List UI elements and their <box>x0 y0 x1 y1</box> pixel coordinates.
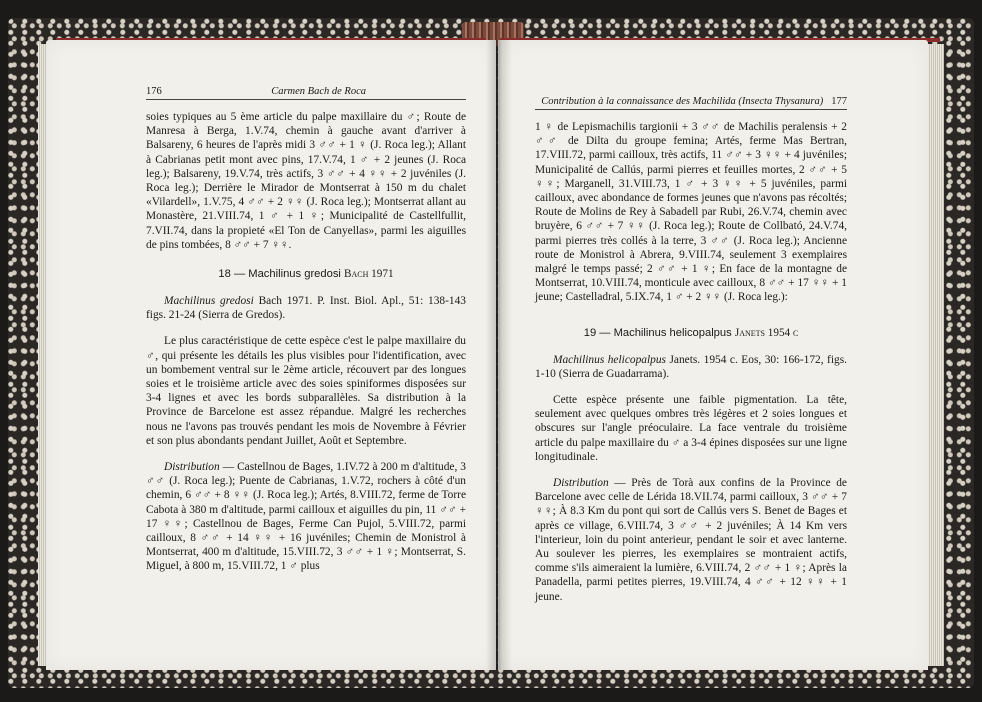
right-running-head <box>535 96 847 110</box>
species-heading-number: 18 — Machilinus gredosi <box>218 268 341 281</box>
right-page-content <box>535 96 847 604</box>
distribution-text: — Castellnou de Bages, 1.IV.72 à 200 m d'altitude, 3 ♂♂ (J. Roca leg.); Puente de Cabrianas, 1.V.72, rochers à côté d'un chemin, 6 ♂♂ + 8 ♀♀ (J. Roca leg.); Artés, 8.VIII.72, ferme de Torre Cabota à 380 m d'altitude, parmi cailloux et aiguilles du pin, 11 ♂♂ + 17 ♀♀; Castellnou de Bages, Ferme Can Pujol, 5.VIII.72, parmi cailloux, 8 ♂♂ + 14 ♀♀ + 16 juvéniles; Chemin de Monistrol à Montserrat, 400 m d'altitude, 15.VIII.72, 3 ♂♂ + 1 ♀; Montserrat, S. Miguel, à 800 m, 15.VIII.72, 1 ♂ plus <box>146 461 466 573</box>
book-gutter <box>486 40 512 670</box>
distribution-label: Distribution <box>553 477 609 490</box>
distribution-paragraph <box>535 476 847 604</box>
citation <box>146 294 466 322</box>
page-number: 176 <box>146 86 162 97</box>
distribution-text: — Près de Torà aux confins de la Province de Barcelone avec celle de Lérida 18.VII.74, parmi cailloux, 3 ♂♂ + 7 ♀♀; À 8.3 Km du pont qui sort de Callús vers S. Benet de Bages et après ce village, 6.VIII.74, 3 ♂♂ + 2 juvéniles; À 14 Km vers l'interieur, loin du point anterieur, pendant le soir et avec lanterne. Au soulever les pierres, les exemplaires se montraient actifs, comme s'ils aimeraient la lumière, 6.VIII.74, 2 ♂♂ + 1 ♀; Après la Panadella, parmi petites pierres, 19.VIII.74, 4 ♂♂ + 12 ♀♀ + 1 jeune. <box>535 477 847 603</box>
species-heading-author: Janets 1954 c <box>734 326 799 339</box>
species-heading <box>535 327 847 339</box>
paragraph: soies typiques au 5 ème article du palpe maxillaire du ♂; Route de Manresa à Berga, 1.V.74, chemin à gauche avant d'arriver à Balsareny, 6 heures de l'après midi 3 ♂♂ + 1 ♀ (J. Roca leg.); Allant à Cabrianas petit mont avec pins, 17.V.74, 1 ♂ + 2 jeunes (J. Roca leg.); Balsareny, 19.V.74, très actifs, 3 ♂♂ + 4 ♀♀ + 2 juvéniles (J. Roca leg.); Derrière le Mirador de Montserrat à 150 m du chalet «Vilardell», 1.V.75, 4 ♂♂ + 2 ♀♀ (J. Roca leg.); Montserrat allant au Monastère, 21.VIII.74, 1 ♂ + 1 ♀; Municipalité de Castellfullit, 7.VII.74, dans la propieté «El Ton de Canyellas», parmi les aiguilles de pins tombées, 8 ♂♂ + 7 ♀♀. <box>146 111 466 251</box>
citation-rest: Bach 1971. P. Inst. Biol. Apl., 51: 138-143 figs. 21-24 (Sierra de Gredos). <box>146 295 466 322</box>
paragraph: Cette espèce présente une faible pigmentation. La tête, seulement avec quelques ombres très légères et 2 soies longues et obscures sur l'angle préoculaire. La face ventrale du troisième article du palpe maxillaire du ♂ a 3-4 épines disposées sur une ligne longitudinale. <box>535 394 847 463</box>
left-running-head <box>146 86 466 100</box>
citation-name: Machilinus helicopalpus <box>553 353 666 366</box>
citation-rest: Janets. 1954 c. Eos, 30: 166-172, figs. 1-10 (Sierra de Guadarrama). <box>535 353 847 380</box>
citation <box>535 353 847 381</box>
running-title: Contribution à la connaissance des Machilida (Insecta Thysanura) <box>541 96 824 107</box>
distribution-paragraph <box>146 460 466 574</box>
running-title: Carmen Bach de Roca <box>271 86 366 97</box>
page-number: 177 <box>831 96 847 107</box>
paragraph: 1 ♀ de Lepismachilis targionii + 3 ♂♂ de Machilis peralensis + 2 ♂♂ de Dilta du groupe femina; Artés, ferme Mas Bertran, 17.VIII.72, parmi cailloux, très actifs, 11 ♂♂ + 3 ♀♀ + 4 juvéniles; Municipalité de Callús, parmi pierres et feuilles mortes, 2 ♂♂ + 5 ♀♀; Marganell, 31.VIII.73, 1 ♂ + 3 ♀♀ + 5 juvéniles, parmi cailloux, avec abondance de formes jeunes que n'avons pas récoltés; Route de Molins de Rey à Sabadell par Rubi, 26.V.74, chemin avec bruyère, 6 ♂♂ + 7 ♀♀ (J. Roca leg.); Route de Collbató, 24.V.74, parmi pierres très collés à la terre, 3 ♂♂ (J. Roca leg.); Ancienne route de Monistrol à Abrera, 9.VIII.74, seulement 3 exemplaires malgré le temps passé; 2 ♂♂ + 1 ♀; En face de la montagne de Montserrat, 10.VIII.74, monticule avec cailloux, 8 ♂♂ + 17 ♀♀ + 1 jeune; Castelladral, 5.IX.74, 1 ♂ + 2 ♀♀ (J. Roca leg.): <box>535 121 847 304</box>
paragraph: Le plus caractéristique de cette espèce c'est le palpe maxillaire du ♂, qui présente les détails les plus visibles pour l'identification, avec un bombement ventral sur le 2ème article, récouvert par des longues soies et le troisième article avec des soies spiniformes disposées sur 3-4 lignes et avec les bords subparallèles. Sa distribution à la Province de Barcelone est assez répandue. Malgré les recherches nous ne l'avons pas trouvés pendant les mois de Novembre à Février et son plus abondants pendant Juillet, Août et Septembre. <box>146 335 466 447</box>
distribution-label: Distribution <box>164 461 220 474</box>
species-heading <box>146 268 466 280</box>
species-heading-author: Bach 1971 <box>344 268 394 281</box>
citation-name: Machilinus gredosi <box>164 295 254 308</box>
species-heading-number: 19 — Machilinus helicopalpus <box>583 326 732 339</box>
left-page-content <box>146 86 466 574</box>
